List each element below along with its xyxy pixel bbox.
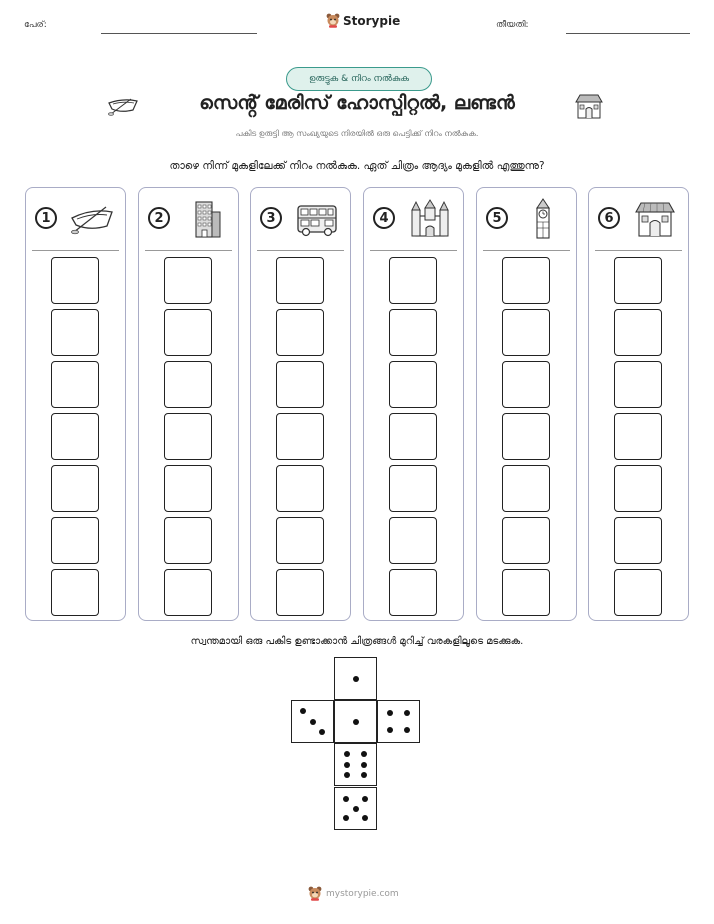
color-box[interactable] — [389, 413, 437, 460]
color-box[interactable] — [164, 361, 212, 408]
color-box[interactable] — [51, 257, 99, 304]
color-box[interactable] — [389, 517, 437, 564]
rowboat-icon — [107, 95, 139, 117]
column-1 — [25, 187, 126, 621]
die-pip — [353, 806, 359, 812]
color-box[interactable] — [389, 309, 437, 356]
die-pip — [344, 762, 350, 768]
office-building-icon — [183, 198, 227, 240]
column-5 — [476, 187, 577, 621]
color-box[interactable] — [276, 465, 324, 512]
die-pip — [387, 710, 393, 716]
die-pip — [353, 676, 359, 682]
footer-url[interactable]: mystorypie.com — [326, 888, 399, 899]
color-box[interactable] — [502, 257, 550, 304]
brand-name: Storypie — [343, 13, 401, 28]
column-number: 2 — [148, 207, 170, 229]
column-divider — [145, 250, 232, 251]
column-number: 1 — [35, 207, 57, 229]
die-pip — [361, 762, 367, 768]
date-line[interactable] — [566, 33, 690, 34]
storypie-logo — [326, 13, 400, 28]
die-pip — [344, 751, 350, 757]
column-divider — [483, 250, 570, 251]
die-pip — [362, 815, 368, 821]
column-2 — [138, 187, 239, 621]
column-4 — [363, 187, 464, 621]
color-box[interactable] — [51, 569, 99, 616]
clock-tower-icon — [521, 198, 565, 240]
column-6 — [588, 187, 689, 621]
column-divider — [257, 250, 344, 251]
color-box[interactable] — [164, 465, 212, 512]
color-box[interactable] — [389, 569, 437, 616]
color-box[interactable] — [164, 517, 212, 564]
subtitle: പകിട ഉരുട്ടി ആ സംഖ്യയുടെ നിരയിൽ ഒരു പെട്ടിക്ക് നിറം നൽകുക. — [235, 129, 479, 138]
column-divider — [32, 250, 119, 251]
color-box[interactable] — [614, 413, 662, 460]
color-box[interactable] — [614, 517, 662, 564]
color-box[interactable] — [276, 413, 324, 460]
die-face-1 — [334, 700, 377, 743]
color-box[interactable] — [51, 517, 99, 564]
column-number: 5 — [486, 207, 508, 229]
color-box[interactable] — [614, 309, 662, 356]
storypie-mascot-icon — [308, 886, 322, 901]
die-pip — [300, 708, 306, 714]
storypie-mascot-icon — [326, 13, 340, 28]
column-3 — [250, 187, 351, 621]
color-box[interactable] — [614, 569, 662, 616]
activity-tag: ഉരുട്ടുക & നിറം നൽകുക — [286, 67, 432, 91]
name-line[interactable] — [101, 33, 257, 34]
color-box[interactable] — [502, 569, 550, 616]
color-box[interactable] — [51, 309, 99, 356]
color-box[interactable] — [614, 257, 662, 304]
color-box[interactable] — [164, 257, 212, 304]
die-pip — [404, 710, 410, 716]
die-face-5 — [334, 787, 377, 830]
color-box[interactable] — [276, 517, 324, 564]
color-box[interactable] — [276, 257, 324, 304]
die-pip — [404, 727, 410, 733]
color-box[interactable] — [614, 465, 662, 512]
column-number: 4 — [373, 207, 395, 229]
color-box[interactable] — [502, 361, 550, 408]
instruction-question: താഴെ നിന്ന് മുകളിലേക്ക് നിറം നൽകുക. ഏത് ചിത്രം ആദ്യം മുകളിൽ എത്തുന്നു? — [169, 160, 545, 172]
color-box[interactable] — [276, 569, 324, 616]
color-box[interactable] — [276, 309, 324, 356]
die-pip — [344, 772, 350, 778]
die-face-1 — [334, 657, 377, 700]
double-decker-bus-icon — [295, 198, 339, 240]
die-pip — [361, 772, 367, 778]
color-box[interactable] — [51, 413, 99, 460]
die-pip — [361, 751, 367, 757]
color-box[interactable] — [51, 465, 99, 512]
color-box[interactable] — [276, 361, 324, 408]
die-pip — [343, 815, 349, 821]
footer — [308, 886, 399, 901]
die-pip — [353, 719, 359, 725]
color-box[interactable] — [502, 309, 550, 356]
die-pip — [310, 719, 316, 725]
rowboat-icon — [70, 198, 114, 240]
die-face-4 — [377, 700, 420, 743]
color-box[interactable] — [389, 465, 437, 512]
color-box[interactable] — [51, 361, 99, 408]
color-box[interactable] — [502, 413, 550, 460]
color-box[interactable] — [502, 465, 550, 512]
color-box[interactable] — [614, 361, 662, 408]
column-number: 3 — [260, 207, 282, 229]
die-face-6 — [334, 743, 377, 786]
die-instruction: സ്വന്തമായി ഒരു പകിട ഉണ്ടാക്കാൻ ചിത്രങ്ങൾ മുറിച്ച് വരകളിലൂടെ മടക്കുക. — [190, 636, 524, 647]
die-pip — [319, 729, 325, 735]
die-pip — [362, 796, 368, 802]
color-box[interactable] — [389, 257, 437, 304]
color-box[interactable] — [164, 309, 212, 356]
column-divider — [595, 250, 682, 251]
house-icon — [574, 92, 604, 120]
name-label: പേര്: — [24, 20, 47, 30]
date-label: തീയതി: — [496, 20, 529, 30]
die-pip — [343, 796, 349, 802]
color-box[interactable] — [502, 517, 550, 564]
column-divider — [370, 250, 457, 251]
color-box[interactable] — [164, 413, 212, 460]
house-icon — [633, 198, 677, 240]
castle-icon — [408, 198, 452, 240]
color-box[interactable] — [164, 569, 212, 616]
page-title: സെൻ്റ് മേരിസ് ഹോസ്പിറ്റൽ, ലണ്ടൻ — [199, 92, 515, 114]
column-number: 6 — [598, 207, 620, 229]
die-pip — [387, 727, 393, 733]
color-box[interactable] — [389, 361, 437, 408]
die-face-3 — [291, 700, 334, 743]
